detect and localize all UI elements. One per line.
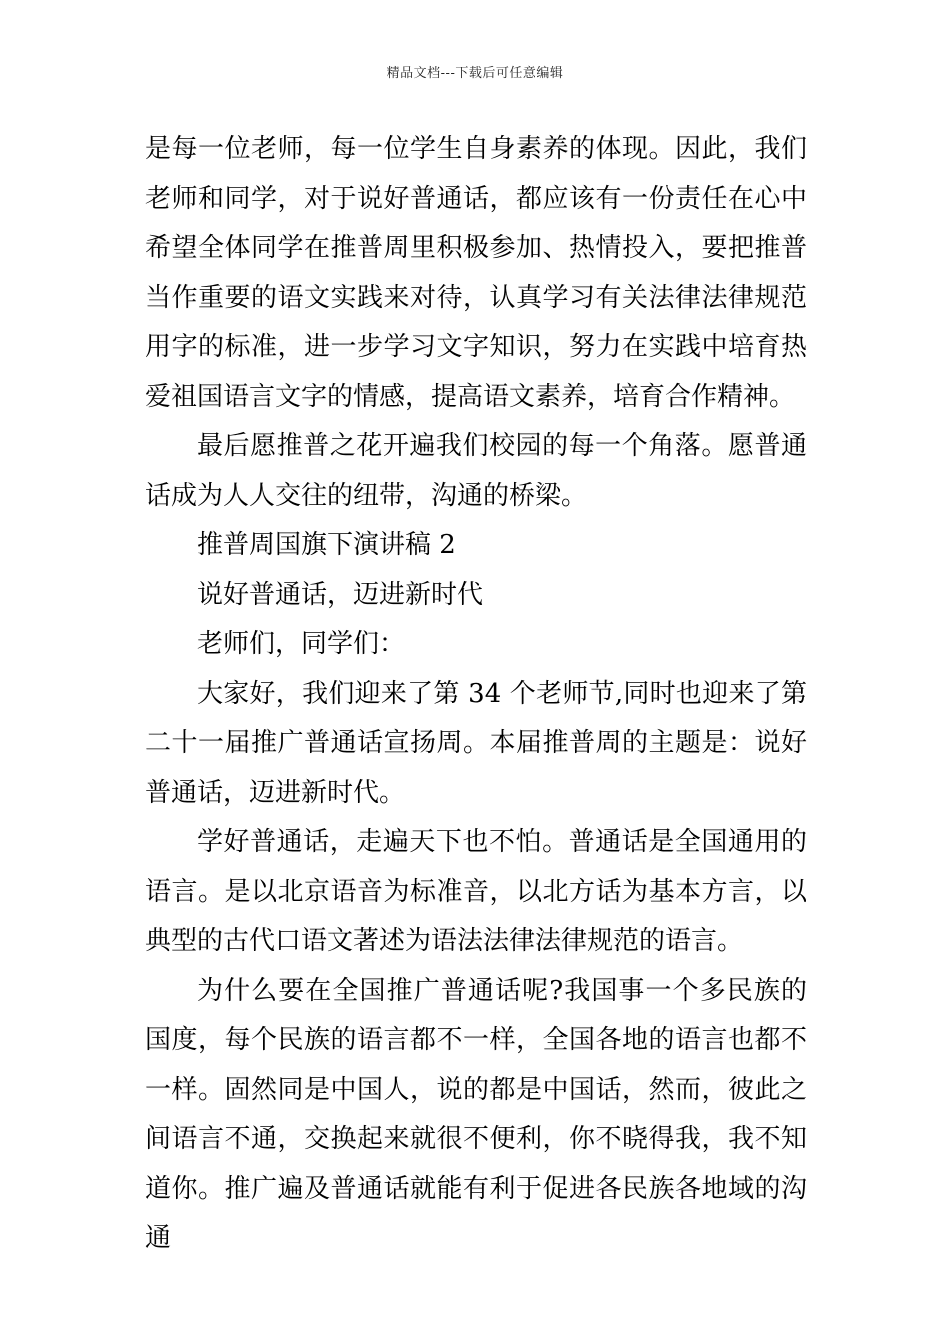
section-title: 推普周国旗下演讲稿 2 — [197, 530, 456, 560]
speech-title: 说好普通话，迈进新时代 — [197, 579, 484, 610]
document-body — [145, 125, 807, 1264]
paragraph: 最后愿推普之花开遍我们校园的每一个角落。愿普通话成为人人交往的纽带，沟通的桥梁。 — [145, 431, 807, 511]
salutation: 老师们，同学们： — [197, 629, 406, 659]
paragraph: 为什么要在全国推广普通话呢?我国事一个多民族的国度，每个民族的语言都不一样，全国各地的语言也都不一样。固然同是中国人，说的都是中国话，然而，彼此之间语言不通，交换起来就很不便利，你不晓得我，我不知道你。推广遍及普通话就能有利于促进各民族各地域的沟通 — [145, 975, 807, 1253]
paragraph-continuation: 是每一位老师，每一位学生自身素养的体现。因此，我们老师和同学，对于说好普通话，都应该有一份责任在心中希望全体同学在推普周里积极参加、热情投入，要把推普当作重要的语文实践来对待，认真学习有关法律法律规范用字的标准，进一步学习文字知识，努力在实践中培育热爱祖国语言文字的情感，提高语文素养，培育合作精神。 — [145, 134, 807, 412]
paragraph: 学好普通话，走遍天下也不怕。普通话是全国通用的语言。是以北京语音为标准音，以北方话为基本方言，以典型的古代口语文著述为语法法律法律规范的语言。 — [145, 827, 807, 956]
paragraph: 大家好，我们迎来了第 34 个老师节,同时也迎来了第二十一届推广普通话宣扬周。本届推普周的主题是：说好普通话，迈进新时代。 — [145, 678, 807, 808]
page-header: 精品文档---下载后可任意编辑 — [386, 66, 564, 81]
